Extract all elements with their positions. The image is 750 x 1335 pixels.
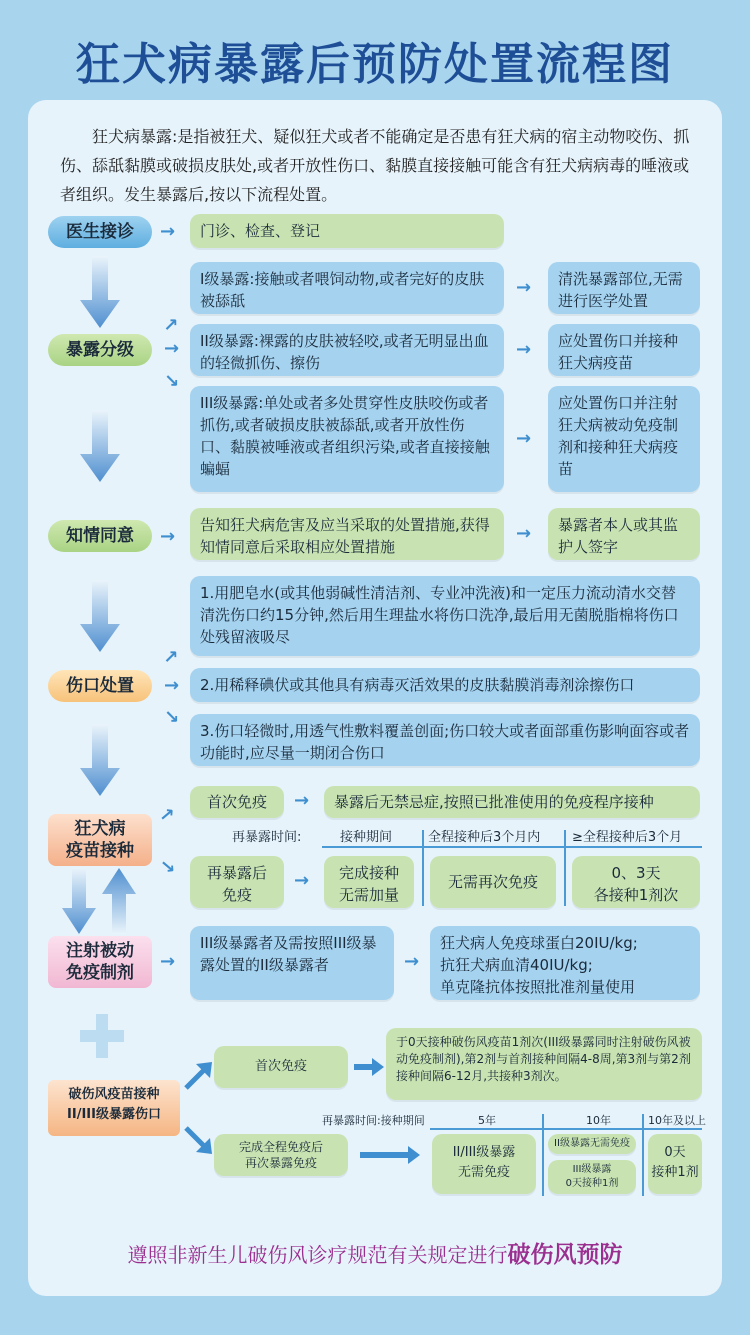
step-passive-label	[48, 936, 152, 988]
table-divider	[430, 1128, 702, 1130]
right-arrow-icon: →	[516, 339, 532, 360]
vaccine-cell-3-line1: 0、3天	[611, 864, 661, 882]
tetanus-cell-2b	[548, 1160, 636, 1194]
diag-down-arrow-icon: →	[159, 703, 185, 730]
grade-1-action: 清洗暴露部位,无需进行医学处置	[548, 262, 700, 314]
right-arrow-icon: →	[516, 428, 532, 449]
tetanus-col-3: 10年及以上	[648, 1114, 706, 1127]
diag-up-arrow-icon: →	[154, 801, 180, 828]
right-arrow-icon: →	[164, 675, 180, 696]
tetanus-re-label-line2: 再次暴露免疫	[244, 1156, 317, 1170]
tetanus-col-1: 5年	[478, 1114, 496, 1127]
right-arrow-icon: →	[516, 277, 532, 298]
passive-dose-line3: 单克隆抗体按照批准剂量使用	[440, 978, 636, 996]
step-vaccine-label	[48, 814, 152, 866]
footer-emphasis: 破伤风预防	[507, 1242, 623, 1268]
vaccine-cell-2: 无需再次免疫	[430, 856, 556, 908]
right-arrow-icon: →	[160, 951, 176, 972]
wound-step-1: 1.用肥皂水(或其他弱碱性清洁剂、专业冲洗液)和一定压力流动清水交替清洗伤口约15分钟,然后用生理盐水将伤口洗净,最后用无菌脱脂棉将伤口处残留液吸尽	[190, 576, 700, 656]
tetanus-first-label: 首次免疫	[214, 1046, 348, 1088]
grade-1-desc: I级暴露:接触或者喂饲动物,或者完好的皮肤被舔舐	[190, 262, 504, 314]
tetanus-cell-2b-line2: 0天接种1剂	[565, 1178, 619, 1189]
right-arrow-icon: →	[294, 870, 310, 891]
tetanus-re-label	[214, 1134, 348, 1176]
passive-dose	[430, 926, 700, 1000]
passive-label-line2: 免疫制剂	[66, 963, 134, 983]
vaccine-label-line2: 疫苗接种	[66, 841, 134, 861]
tetanus-cell-3-line1: 0天	[664, 1145, 686, 1160]
step-tetanus-label	[48, 1080, 180, 1136]
table-divider	[642, 1114, 644, 1196]
vaccine-re-label-line1: 再暴露后	[206, 864, 267, 882]
grade-3-desc: III级暴露:单处或者多处贯穿性皮肤咬伤或者抓伤,或者破损皮肤被舔舐,或者开放性伤口、黏膜被唾液或者组织污染,或者直接接触蝙蝠	[190, 386, 504, 492]
vaccine-cell-1-line1: 完成接种	[338, 864, 399, 882]
step-doctor-label: 医生接诊	[48, 216, 152, 248]
doctor-detail: 门诊、检查、登记	[190, 214, 504, 248]
vaccine-first-desc: 暴露后无禁忌症,按照已批准使用的免疫程序接种	[324, 786, 700, 818]
vaccine-col-3: ≥全程接种后3个月	[572, 830, 683, 845]
vaccine-label-line1: 狂犬病	[74, 819, 126, 839]
tetanus-re-label-line1: 完成全程免疫后	[238, 1140, 323, 1154]
up-arrow-icon	[102, 868, 136, 934]
diag-up-arrow-icon: →	[158, 311, 184, 338]
tetanus-cell-3-line2: 接种1剂	[651, 1165, 699, 1180]
down-arrow-icon	[80, 256, 120, 328]
diag-up-arrow-icon: →	[158, 643, 184, 670]
table-divider	[542, 1114, 544, 1196]
tetanus-cell-2b-line1: III级暴露	[572, 1164, 612, 1175]
right-arrow-icon: →	[160, 221, 176, 242]
diag-down-arrow-icon: →	[159, 367, 185, 394]
vaccine-cell-1-line2: 无需加量	[338, 886, 399, 904]
grade-2-desc: II级暴露:裸露的皮肤被轻咬,或者无明显出血的轻微抓伤、擦伤	[190, 324, 504, 376]
tetanus-cell-1-line1: II/III级暴露	[452, 1145, 516, 1160]
vaccine-re-label	[190, 856, 284, 908]
down-arrow-icon	[80, 580, 120, 652]
right-arrow-icon: →	[164, 338, 180, 359]
consent-action: 暴露者本人或其监护人签字	[548, 508, 700, 560]
table-divider	[422, 830, 424, 906]
tetanus-first-desc: 于0天接种破伤风疫苗1剂次(III级暴露同时注射破伤风被动免疫制剂),第2剂与首剂接种间隔4-8周,第3剂与第2剂接种间隔6-12月,共接种3剂次。	[386, 1028, 702, 1100]
passive-label-line1: 注射被动	[66, 941, 134, 961]
right-arrow-icon: →	[516, 523, 532, 544]
tetanus-cell-3	[648, 1134, 702, 1194]
right-arrow-icon	[360, 1146, 420, 1164]
vaccine-cell-3	[572, 856, 700, 908]
vaccine-cell-3-line2: 各接种1剂次	[593, 886, 679, 904]
diag-down-arrow-icon: →	[155, 853, 181, 880]
tetanus-col-2: 10年	[586, 1114, 611, 1127]
vaccine-first-label: 首次免疫	[190, 786, 284, 818]
table-divider	[564, 830, 566, 906]
passive-dose-line1: 狂犬病人免疫球蛋白20IU/kg;	[440, 934, 638, 952]
right-arrow-icon: →	[404, 951, 420, 972]
tetanus-label-line1: 破伤风疫苗接种	[68, 1087, 160, 1102]
vaccine-cell-1	[324, 856, 414, 908]
wound-step-2: 2.用稀释碘伏或其他具有病毒灭活效果的皮肤黏膜消毒剂涂擦伤口	[190, 668, 700, 702]
plus-icon	[80, 1014, 124, 1058]
page-title: 狂犬病暴露后预防处置流程图	[76, 39, 674, 90]
right-arrow-icon: →	[160, 526, 176, 547]
right-arrow-icon: →	[294, 790, 310, 811]
passive-desc: III级暴露者及需按照III级暴露处置的II级暴露者	[190, 926, 394, 1000]
footer-prefix: 遵照非新生儿破伤风诊疗规范有关规定进行	[127, 1243, 508, 1267]
down-arrow-icon	[62, 868, 96, 934]
passive-dose-line2: 抗狂犬病血清40IU/kg;	[440, 956, 593, 974]
intro-text: 狂犬病暴露:是指被狂犬、疑似狂犬或者不能确定是否患有狂犬病的宿主动物咬伤、抓伤、舔舐黏膜或破损皮肤处,或者开放性伤口、黏膜直接接触可能含有狂犬病病毒的唾液或者组织。发生暴露后,按以下流程处置。	[60, 127, 690, 204]
vaccine-col-1: 接种期间	[340, 830, 393, 845]
vaccine-re-label-line2: 免疫	[221, 886, 252, 904]
tetanus-cell-2a: II级暴露无需免疫	[548, 1134, 636, 1154]
down-arrow-icon	[80, 410, 120, 482]
grade-2-action: 应处置伤口并接种狂犬病疫苗	[548, 324, 700, 376]
table-divider	[322, 846, 702, 848]
vaccine-re-time-label: 再暴露时间:	[232, 830, 302, 845]
step-wound-label: 伤口处置	[48, 670, 152, 702]
step-grading-label: 暴露分级	[48, 334, 152, 366]
vaccine-col-2: 全程接种后3个月内	[428, 830, 541, 845]
consent-desc: 告知狂犬病危害及应当采取的处置措施,获得知情同意后采取相应处置措施	[190, 508, 504, 560]
wound-step-3: 3.伤口轻微时,用透气性敷料覆盖创面;伤口较大或者面部重伤影响面容或者功能时,应尽量一期闭合伤口	[190, 714, 700, 766]
footer-note	[0, 1236, 750, 1269]
grade-3-action: 应处置伤口并注射狂犬病被动免疫制剂和接种狂犬病疫苗	[548, 386, 700, 492]
tetanus-re-time-label: 再暴露时间:接种期间	[322, 1114, 425, 1127]
tetanus-cell-1-line2: 无需免疫	[457, 1165, 510, 1180]
tetanus-cell-1	[432, 1134, 536, 1194]
diag-down-arrow-icon	[184, 1126, 214, 1156]
right-arrow-icon	[354, 1058, 384, 1076]
down-arrow-icon	[80, 724, 120, 796]
step-consent-label: 知情同意	[48, 520, 152, 552]
diag-up-arrow-icon	[184, 1060, 214, 1090]
tetanus-label-line2: II/III级暴露伤口	[67, 1107, 161, 1122]
